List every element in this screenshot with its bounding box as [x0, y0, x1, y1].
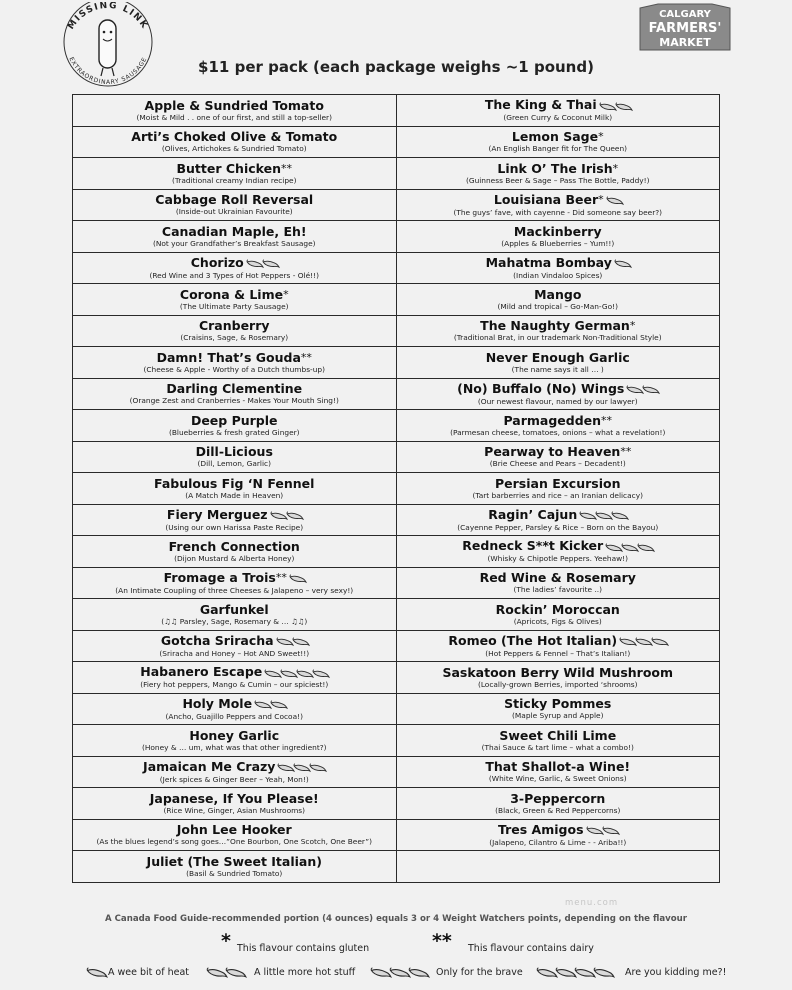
- heat-rating: [626, 382, 658, 397]
- flavour-cell: [396, 725, 720, 757]
- flavour-cell: [73, 126, 397, 158]
- flavour-name: French Connection: [168, 538, 300, 554]
- allergen-mark: *: [283, 287, 289, 301]
- allergen-mark: *: [612, 161, 619, 175]
- flavour-description: (Brie Cheese and Pears – Decadent!): [489, 459, 626, 469]
- allergen-mark: *: [598, 130, 604, 144]
- flavour-name: Saskatoon Berry Wild Mushroom: [442, 664, 674, 680]
- chili-pepper-icon: [292, 637, 310, 647]
- flavour-name: Garfunkel: [199, 601, 269, 617]
- flavour-name-line: [73, 476, 396, 491]
- logo-subtitle: EXTRAORDINARY SAUSAGE: [67, 56, 149, 87]
- chili-pepper-icon: [286, 511, 304, 521]
- flavour-name: Fromage a Trois: [163, 569, 276, 585]
- flavour-name-line: [73, 350, 396, 365]
- flavour-cell: [73, 473, 397, 505]
- flavour-name-line: [397, 728, 720, 743]
- flavour-name-line: [73, 161, 396, 176]
- flavour-cell: [73, 504, 397, 536]
- flavour-cell: [73, 693, 397, 725]
- flavour-name: Japanese, If You Please!: [149, 790, 319, 806]
- flavour-cell: [396, 504, 720, 536]
- flavour-description: (Green Curry & Coconut Milk): [503, 113, 613, 123]
- chili-pepper-icon: [615, 102, 633, 112]
- chili-pepper-icon: [611, 511, 629, 521]
- flavour-name: Mahatma Bombay: [485, 254, 612, 270]
- flavour-name-line: [397, 665, 720, 680]
- flavour-description: (Guinness Beer & Sage – Pass The Bottle, Paddy!): [465, 175, 650, 185]
- flavour-name: Fiery Merguez: [166, 506, 268, 522]
- flavour-name: Never Enough Garlic: [485, 349, 630, 365]
- flavour-name: Arti’s Choked Olive & Tomato: [131, 129, 338, 145]
- table-row: [73, 189, 720, 221]
- table-row: [73, 630, 720, 662]
- flavour-description: (The Ultimate Party Sausage): [179, 301, 289, 311]
- flavour-cell: [73, 347, 397, 379]
- flavour-name-line: [397, 759, 720, 774]
- flavour-name: Fabulous Fig ‘N Fennel: [154, 475, 315, 491]
- flavour-name: That Shallot-a Wine!: [485, 759, 631, 775]
- flavour-description: (Maple Syrup and Apple): [512, 711, 604, 721]
- table-row: [73, 599, 720, 631]
- flavour-name-line: [73, 287, 396, 302]
- flavour-name-line: [73, 539, 396, 554]
- chili-pepper-icon: [225, 967, 247, 979]
- flavour-name-line: [397, 633, 720, 649]
- flavour-name: Jamaican Me Crazy: [143, 758, 276, 774]
- flavour-name: Persian Excursion: [494, 475, 621, 491]
- flavour-cell: [73, 536, 397, 568]
- allergen-mark: *: [629, 319, 636, 333]
- flavour-name: The Naughty German: [480, 318, 630, 334]
- table-row: [73, 473, 720, 505]
- flavour-description: (Tart barberries and rice – an Iranian delicacy): [472, 490, 643, 500]
- flavour-name: Gotcha Sriracha: [160, 632, 274, 648]
- flavour-description: (Using our own Harissa Paste Recipe): [165, 522, 304, 532]
- logo-title: MISSING LINK: [66, 2, 150, 32]
- table-row: [73, 410, 720, 442]
- flavour-description: (Cayenne Pepper, Parsley & Rice – Born on the Bayou): [457, 522, 659, 532]
- flavour-cell: [73, 756, 397, 788]
- table-row: [73, 315, 720, 347]
- chili-pepper-icon: [614, 259, 632, 269]
- flavour-name-line: [73, 791, 396, 806]
- flavour-cell: [396, 378, 720, 410]
- table-row: [73, 756, 720, 788]
- dairy-legend: This flavour contains dairy: [468, 943, 594, 954]
- flavour-description: (Craisins, Sage, & Rosemary): [180, 333, 289, 343]
- heat-rating: [270, 508, 302, 523]
- flavour-cell: [73, 567, 397, 599]
- table-row: [73, 504, 720, 536]
- flavour-name-line: [73, 696, 396, 712]
- heat-legend-2-label: A little more hot stuff: [254, 967, 356, 978]
- flavour-name: Tres Amigos: [497, 821, 584, 837]
- flavour-name-line: [397, 696, 720, 711]
- table-row: [73, 819, 720, 851]
- flavour-name-line: [397, 413, 720, 428]
- heat-rating: [619, 634, 667, 649]
- flavour-cell: [396, 788, 720, 820]
- flavour-cell: [73, 630, 397, 662]
- flavour-name-line: [73, 570, 396, 586]
- flavour-cell: [396, 126, 720, 158]
- flavour-name: Sticky Pommes: [504, 696, 612, 712]
- allergen-mark: **: [281, 161, 292, 175]
- flavour-description: (Hot Peppers & Fennel – That’s Italian!): [485, 648, 631, 658]
- heat-legend-1-label: A wee bit of heat: [108, 967, 190, 978]
- table-row: [73, 95, 720, 127]
- flavour-name-line: [73, 822, 396, 837]
- flavour-description: (Orange Zest and Cranberries - Makes Your Mouth Sing!): [129, 396, 339, 406]
- allergen-mark: **: [620, 445, 632, 459]
- flavour-name-line: [397, 161, 720, 176]
- heat-rating: [277, 760, 325, 775]
- flavour-description: (Thai Sauce & tart lime – what a combo!): [481, 742, 634, 752]
- flavour-description: (Whisky & Chipotle Peppers. Yeehaw!): [487, 554, 629, 564]
- chili-pepper-icon: [642, 385, 660, 395]
- chili-pepper-icon: [262, 259, 280, 269]
- flavour-name-line: [397, 444, 720, 459]
- flavour-description: (Honey & … um, what was that other ingredient?): [141, 742, 327, 752]
- flavour-cell: [396, 284, 720, 316]
- table-row: [73, 284, 720, 316]
- flavour-name-line: [73, 413, 396, 428]
- flavour-name: Sweet Chili Lime: [499, 727, 617, 743]
- flavour-name: Honey Garlic: [189, 727, 280, 743]
- heat-legend-4-peppers: [536, 962, 612, 981]
- flavour-name-line: [397, 192, 720, 208]
- flavour-cell: [73, 315, 397, 347]
- flavour-description: (An Intimate Coupling of three Cheeses & Jalapeno – very sexy!): [115, 585, 354, 595]
- flavour-description: (Jerk spices & Ginger Beer – Yeah, Mon!): [159, 774, 309, 784]
- flavour-cell: [396, 662, 720, 694]
- flavour-name-line: [73, 192, 396, 207]
- flavour-name: Mackinberry: [513, 223, 602, 239]
- flavour-description: (A Match Made in Heaven): [185, 490, 284, 500]
- table-row: [73, 126, 720, 158]
- flavour-cell: [396, 756, 720, 788]
- flavour-name: Louisiana Beer: [493, 191, 599, 207]
- logo-line-3: MARKET: [659, 36, 711, 49]
- heat-rating: [254, 697, 286, 712]
- flavour-cell: [73, 221, 397, 253]
- heat-rating: [606, 193, 622, 208]
- flavour-description: (Dill, Lemon, Garlic): [197, 459, 271, 469]
- flavour-name: Habanero Escape: [140, 664, 263, 680]
- flavour-name: Cabbage Roll Reversal: [155, 192, 314, 208]
- flavour-name: Corona & Lime: [179, 286, 284, 302]
- flavour-name-line: [73, 854, 396, 869]
- flavour-cell: [73, 95, 397, 127]
- flavour-name-line: [397, 507, 720, 523]
- flavour-cell: [73, 158, 397, 190]
- flavour-description: (Our newest flavour, named by our lawyer): [477, 396, 638, 406]
- flavour-name: Redneck S**t Kicker: [462, 538, 604, 554]
- flavour-name: Rockin’ Moroccan: [495, 601, 620, 617]
- flavour-cell: [396, 630, 720, 662]
- allergen-mark: **: [300, 350, 312, 364]
- flavour-cell: [396, 599, 720, 631]
- flavour-name-line: [397, 602, 720, 617]
- flavour-cell: [396, 693, 720, 725]
- gluten-star: *: [221, 930, 231, 952]
- flavour-cell: [396, 851, 720, 883]
- flavour-cell: [396, 95, 720, 127]
- heat-rating: [246, 256, 278, 271]
- flavour-cell: [73, 851, 397, 883]
- flavour-cell: [396, 536, 720, 568]
- flavour-description: (The ladies’ favourite ..): [513, 585, 603, 595]
- watermark: menu.com: [565, 898, 619, 908]
- table-row: [73, 725, 720, 757]
- flavour-name: Deep Purple: [190, 412, 278, 428]
- flavour-description: (Moist & Mild . . one of our first, and still a top-seller): [136, 112, 332, 122]
- flavour-name-line: [73, 633, 396, 649]
- flavour-name-line: [73, 129, 396, 144]
- flavour-name-line: [73, 602, 396, 617]
- flavour-name-line: [397, 791, 720, 806]
- flavour-name: Mango: [534, 286, 582, 302]
- flavour-name-line: [73, 98, 396, 113]
- gluten-legend: This flavour contains gluten: [237, 943, 370, 954]
- heat-rating: [276, 634, 308, 649]
- flavour-name-line: [397, 381, 720, 397]
- dairy-stars: **: [432, 930, 452, 952]
- flavour-cell: [396, 189, 720, 221]
- flavour-name: 3-Peppercorn: [510, 790, 606, 806]
- heat-rating: [614, 256, 630, 271]
- flavour-name-line: [73, 664, 396, 680]
- heat-legend-4-label: Are you kidding me?!: [625, 967, 727, 978]
- flavour-cell: [396, 567, 720, 599]
- chili-pepper-icon: [637, 543, 655, 553]
- flavour-name: Chorizo: [190, 254, 244, 270]
- table-row: [73, 158, 720, 190]
- flavour-name: Link O’ The Irish: [497, 160, 613, 176]
- flavour-cell: [73, 284, 397, 316]
- portion-note: A Canada Food Guide-recommended portion (4 ounces) equals 3 or 4 Weight Watchers points, depending on the flavour: [104, 914, 688, 924]
- chili-pepper-icon: [289, 574, 307, 584]
- flavour-description: (Inside-out Ukrainian Favourite): [175, 207, 293, 217]
- flavour-name-line: [397, 318, 720, 333]
- flavour-description: (As the blues legend’s song goes…”One Bourbon, One Scotch, One Beer”): [96, 837, 372, 847]
- flavour-name-line: [397, 538, 720, 554]
- flavour-cell: [396, 441, 720, 473]
- flavour-description: (Black, Green & Red Peppercorns): [495, 805, 621, 815]
- logo-line-1: CALGARY: [659, 9, 711, 20]
- table-row: [73, 221, 720, 253]
- flavour-cell: [73, 441, 397, 473]
- flavour-name-line: [397, 570, 720, 585]
- chili-pepper-icon: [312, 669, 330, 679]
- heat-rating: [605, 539, 653, 554]
- heat-legend-3-label: Only for the brave: [436, 967, 523, 978]
- flavour-description: (Cheese & Apple - Worthy of a Dutch thumbs-up): [143, 364, 325, 374]
- heat-rating: [289, 571, 305, 586]
- flavour-description: (Traditional Brat, in our trademark Non-Traditional Style): [453, 333, 662, 343]
- flavour-name: Pearway to Heaven: [484, 444, 621, 460]
- flavour-description: (Olives, Artichokes & Sundried Tomato): [161, 144, 307, 154]
- flavour-cell: [396, 221, 720, 253]
- flavour-cell: [73, 189, 397, 221]
- heat-legend-3-peppers: [370, 962, 427, 981]
- flavour-description: (Mild and tropical – Go-Man-Go!): [497, 301, 618, 311]
- flavour-description: (♫♫ Parsley, Sage, Rosemary & … ♫♫): [161, 616, 308, 626]
- flavour-name-line: [73, 224, 396, 239]
- flavour-cell: [73, 662, 397, 694]
- flavour-description: (Indian Vindaloo Spices): [513, 270, 603, 280]
- allergen-mark: **: [601, 413, 613, 427]
- flavour-name-line: [397, 476, 720, 491]
- flavour-name: Juliet (The Sweet Italian): [146, 853, 322, 869]
- table-row: [73, 252, 720, 284]
- heat-rating: [579, 508, 627, 523]
- flavour-name-line: [397, 97, 720, 113]
- flavour-description: (The guys’ fave, with cayenne - Did someone say beer?): [453, 207, 663, 217]
- flavour-description: (White Wine, Garlic, & Sweet Onions): [488, 774, 627, 784]
- flavour-name: Apple & Sundried Tomato: [144, 97, 324, 113]
- flavour-name: Holy Mole: [182, 695, 253, 711]
- flavour-name: Dill-Licious: [195, 444, 273, 460]
- table-row: [73, 441, 720, 473]
- chili-pepper-icon: [606, 196, 624, 206]
- heat-legend-1-peppers: [86, 962, 105, 981]
- allergen-mark: **: [275, 570, 287, 584]
- chili-pepper-icon: [86, 967, 108, 979]
- flavour-name: Damn! That’s Gouda: [156, 349, 301, 365]
- flavour-name-line: [73, 507, 396, 523]
- flavour-description: (Ancho, Guajillo Peppers and Cocoa!): [165, 711, 303, 721]
- flavour-name-line: [397, 350, 720, 365]
- chili-pepper-icon: [309, 763, 327, 773]
- table-row: [73, 378, 720, 410]
- flavour-cell: [396, 819, 720, 851]
- table-row: [73, 662, 720, 694]
- flavour-description: (Apricots, Figs & Olives): [513, 616, 602, 626]
- flavour-description: (Fiery hot peppers, Mango & Cumin – our spiciest!): [140, 680, 329, 690]
- flavour-description: (Jalapeno, Cilantro & Lime - - Ariba!!): [489, 837, 627, 847]
- heat-rating: [599, 98, 631, 113]
- flavour-name: John Lee Hooker: [176, 822, 292, 838]
- flavour-cell: [396, 315, 720, 347]
- flavour-name-line: [397, 224, 720, 239]
- flavour-cell: [396, 347, 720, 379]
- flavour-description: (Red Wine and 3 Types of Hot Peppers - Olé!!): [149, 270, 319, 280]
- flavour-name: Lemon Sage: [511, 129, 599, 145]
- flavour-cell: [73, 378, 397, 410]
- flavour-description: (Blueberries & fresh grated Ginger): [168, 427, 300, 437]
- allergen-mark: *: [598, 192, 604, 206]
- flavour-name-line: [397, 822, 720, 838]
- flavour-name: The King & Thai: [484, 97, 597, 113]
- flavour-cell: [396, 252, 720, 284]
- flavour-name-line: [397, 129, 720, 144]
- flavour-name-line: [73, 444, 396, 459]
- flavour-cell: [73, 819, 397, 851]
- flavour-name: Romeo (The Hot Italian): [448, 632, 618, 648]
- flavour-cell: [73, 725, 397, 757]
- flavour-description: (Parmesan cheese, tomatoes, onions – what a revelation!): [450, 427, 666, 437]
- flavour-name: Butter Chicken: [176, 160, 281, 176]
- flavour-name: Parmagedden: [503, 412, 602, 428]
- logo-line-2: FARMERS': [648, 21, 722, 36]
- flavour-description: (Locally-grown Berries, imported ‘shrooms): [477, 679, 638, 689]
- flavour-description: (Apples & Blueberries – Yum!!): [501, 238, 615, 248]
- flavour-description: (Sriracha and Honey – Hot AND Sweet!!): [159, 648, 310, 658]
- flavour-description: (Rice Wine, Ginger, Asian Mushrooms): [163, 805, 306, 815]
- table-row: [73, 347, 720, 379]
- flavour-name-line: [73, 255, 396, 271]
- flavour-description: (An English Banger fit for The Queen): [488, 144, 628, 154]
- flavour-name: (No) Buffalo (No) Wings: [457, 380, 625, 396]
- flavour-cell: [73, 410, 397, 442]
- flavour-description: (Basil & Sundried Tomato): [186, 868, 283, 878]
- calgary-farmers-market-logo: [638, 2, 732, 54]
- flavour-name-line: [73, 318, 396, 333]
- heat-legend-2-peppers: [206, 962, 244, 981]
- flavour-cell: [396, 158, 720, 190]
- table-row: [73, 567, 720, 599]
- table-row: [73, 788, 720, 820]
- flavour-table: [72, 94, 720, 883]
- table-row: [73, 851, 720, 883]
- flavour-name-line: [73, 728, 396, 743]
- table-row: [73, 536, 720, 568]
- heat-rating: [586, 823, 618, 838]
- chili-pepper-icon: [270, 700, 288, 710]
- heat-rating: [264, 665, 328, 680]
- chili-pepper-icon: [651, 637, 669, 647]
- flavour-cell: [73, 788, 397, 820]
- flavour-name-line: [73, 381, 396, 396]
- flavour-description: (Dijon Mustard & Alberta Honey): [174, 553, 295, 563]
- chili-pepper-icon: [593, 967, 615, 979]
- flavour-name-line: [397, 255, 720, 271]
- flavour-description: (Not your Grandfather’s Breakfast Sausage): [152, 238, 316, 248]
- chili-pepper-icon: [602, 826, 620, 836]
- flavour-name: Cranberry: [198, 318, 270, 334]
- table-row: [73, 693, 720, 725]
- chili-pepper-icon: [408, 967, 430, 979]
- flavour-description: (Traditional creamy Indian recipe): [172, 175, 297, 185]
- flavour-cell: [396, 410, 720, 442]
- price-line: $11 per pack (each package weighs ~1 pound): [198, 58, 594, 76]
- flavour-name: Red Wine & Rosemary: [479, 570, 636, 586]
- flavour-cell: [73, 252, 397, 284]
- flavour-name-line: [73, 759, 396, 775]
- flavour-name: Ragin’ Cajun: [488, 506, 578, 522]
- flavour-name: Darling Clementine: [166, 381, 303, 397]
- flavour-name: Canadian Maple, Eh!: [161, 223, 307, 239]
- flavour-cell: [73, 599, 397, 631]
- flavour-description: (The name says it all … ): [511, 364, 604, 374]
- flavour-cell: [396, 473, 720, 505]
- flavour-name-line: [397, 287, 720, 302]
